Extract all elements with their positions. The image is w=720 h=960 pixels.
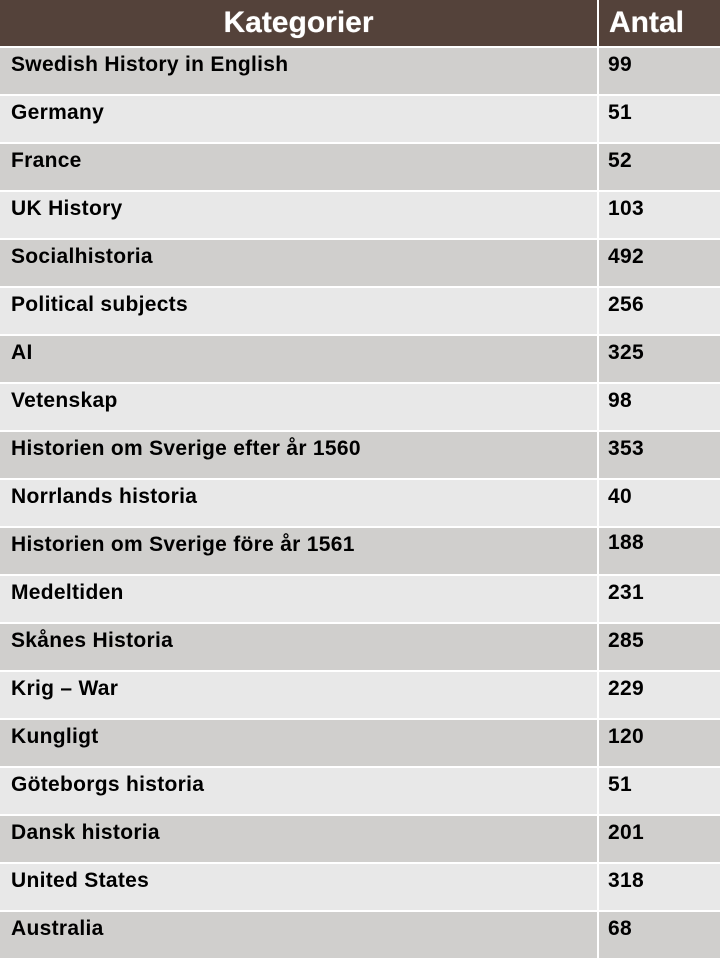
row-category: United States <box>11 869 150 892</box>
table-row <box>0 432 720 480</box>
row-count: 256 <box>597 288 720 334</box>
row-count: 103 <box>597 192 720 238</box>
table-row <box>0 528 720 576</box>
row-count: 51 <box>597 768 720 814</box>
table-row <box>0 48 720 96</box>
table-row <box>0 720 720 768</box>
table-row <box>0 624 720 672</box>
table-row <box>0 144 720 192</box>
row-category: Norrlands historia <box>11 485 198 508</box>
table-row <box>0 864 720 912</box>
table-row <box>0 912 720 960</box>
row-count: 231 <box>597 576 720 622</box>
row-category: Swedish History in English <box>11 53 289 76</box>
table-row <box>0 816 720 864</box>
row-category: Socialhistoria <box>11 245 153 268</box>
row-count: 188 <box>597 528 720 574</box>
row-category: Dansk historia <box>11 821 160 844</box>
table-row <box>0 384 720 432</box>
row-category: Historien om Sverige före år 1561 <box>11 533 355 556</box>
table-header <box>0 0 720 48</box>
table-row <box>0 192 720 240</box>
table-row <box>0 96 720 144</box>
row-count: 98 <box>597 384 720 430</box>
row-count: 201 <box>597 816 720 862</box>
row-count: 285 <box>597 624 720 670</box>
row-category: Historien om Sverige efter år 1560 <box>11 437 361 460</box>
row-count: 40 <box>597 480 720 526</box>
row-count: 492 <box>597 240 720 286</box>
row-category: Göteborgs historia <box>11 773 205 796</box>
row-count: 318 <box>597 864 720 910</box>
row-category: Skånes Historia <box>11 629 174 652</box>
row-category: UK History <box>11 197 123 220</box>
row-count: 120 <box>597 720 720 766</box>
table-row <box>0 672 720 720</box>
table-row <box>0 576 720 624</box>
row-count: 51 <box>597 96 720 142</box>
row-category: Krig – War <box>11 677 119 700</box>
row-category: Germany <box>11 101 105 124</box>
row-category: Medeltiden <box>11 581 124 604</box>
table-row <box>0 480 720 528</box>
table-row <box>0 240 720 288</box>
row-category: Political subjects <box>11 293 188 316</box>
row-count: 99 <box>597 48 720 94</box>
row-category: France <box>11 149 82 172</box>
table-row <box>0 288 720 336</box>
row-count: 68 <box>597 912 720 958</box>
table-row <box>0 336 720 384</box>
row-category: Kungligt <box>11 725 99 748</box>
row-category: AI <box>11 341 33 364</box>
table-row <box>0 768 720 816</box>
row-category: Australia <box>11 917 104 940</box>
header-count: Antal <box>597 0 720 46</box>
row-count: 353 <box>597 432 720 478</box>
row-category: Vetenskap <box>11 389 118 412</box>
row-count: 325 <box>597 336 720 382</box>
row-count: 229 <box>597 672 720 718</box>
row-count: 52 <box>597 144 720 190</box>
header-category: Kategorier <box>223 6 374 39</box>
